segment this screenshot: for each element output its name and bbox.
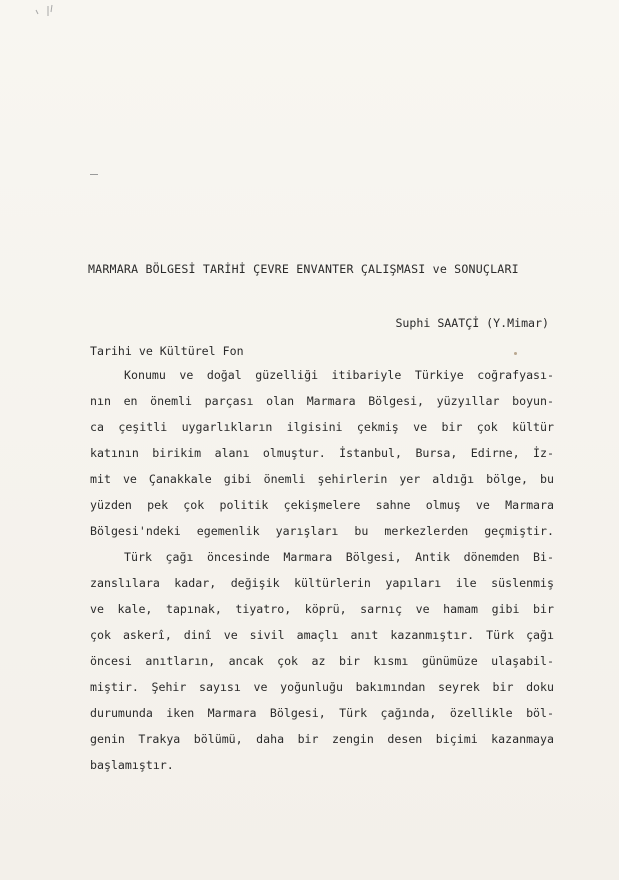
text-line: Bölgesi'ndeki egemenlik yarışları bu merkezlerden geçmiştir. (90, 524, 554, 538)
text-line: zanslılara kadar, değişik kültürlerin yapıları ile süslenmiş (90, 576, 554, 590)
text-line: Türk çağı öncesinde Marmara Bölgesi, Antik dönemden Bi- (124, 550, 554, 564)
text-line: durumunda iken Marmara Bölgesi, Türk çağında, özellikle böl- (90, 706, 554, 720)
text-line: mit ve Çanakkale gibi önemli şehirlerin yer aldığı bölge, bu (90, 472, 554, 486)
text-line: ca çeşitli uygarlıkların ilgisini çekmiş ve bir çok kültür (90, 420, 554, 434)
margin-mark (90, 174, 98, 175)
author-line: Suphi SAATÇİ (Y.Mimar) (395, 316, 549, 330)
text-line: genin Trakya bölümü, daha bir zengin desen biçimi kazanmaya (90, 732, 554, 746)
text-line: Konumu ve doğal güzelliği itibariyle Türkiye coğrafyası- (124, 368, 554, 382)
text-line: yüzden pek çok politik çekişmelere sahne olmuş ve Marmara (90, 498, 554, 512)
ink-dot (514, 352, 517, 355)
corner-scribble (34, 4, 64, 18)
text-line: başlamıştır. (90, 758, 174, 772)
text-line: öncesi anıtların, ancak çok az bir kısmı günümüze ulaşabil- (90, 654, 554, 668)
text-line: miştir. Şehir sayısı ve yoğunluğu bakımından seyrek bir doku (90, 680, 554, 694)
document-title: MARMARA BÖLGESİ TARİHİ ÇEVRE ENVANTER ÇALIŞMASI ve SONUÇLARI (88, 262, 519, 276)
text-line: katının birikim alanı olmuştur. İstanbul, Bursa, Edirne, İz- (90, 446, 554, 460)
text-line: ve kale, tapınak, tiyatro, köprü, sarnıç ve hamam gibi bir (90, 602, 554, 616)
text-line: nın en önemli parçası olan Marmara Bölgesi, yüzyıllar boyun- (90, 394, 554, 408)
organization-name: Tarihi ve Kültürel Fon (90, 344, 244, 358)
text-line: çok askerî, dinî ve sivil amaçlı anıt kazanmıştır. Türk çağı (90, 628, 554, 642)
